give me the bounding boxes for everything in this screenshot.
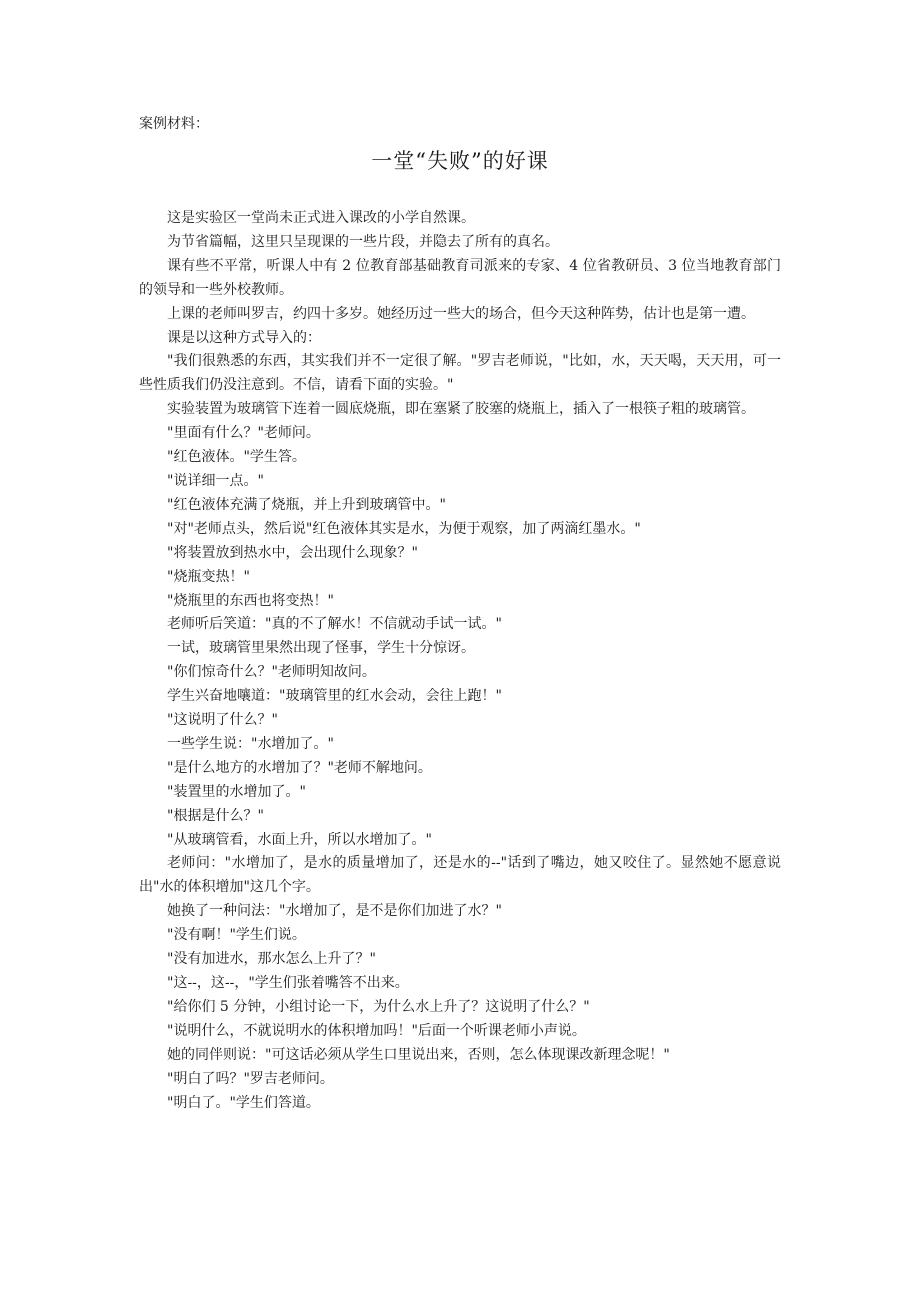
paragraph: "明白了。"学生们答道。 — [167, 1094, 320, 1111]
paragraph: "将装置放到热水中，会出现什么现象？" — [167, 544, 418, 561]
document-body — [139, 207, 781, 1115]
paragraph: "明白了吗？"罗吉老师问。 — [167, 1070, 334, 1087]
paragraph: "从玻璃管看，水面上升，所以水增加了。" — [167, 831, 432, 848]
paragraph: 上课的老师叫罗吉，约四十多岁。她经历过一些大的场合，但今天这种阵势，估计也是第一遭。 — [167, 305, 755, 322]
paragraph: "根据是什么？" — [167, 807, 264, 824]
paragraph: 她换了一种问法："水增加了，是不是你们加进了水？" — [167, 903, 502, 920]
paragraph: 课是以这种方式导入的： — [167, 329, 321, 346]
paragraph: "装置里的水增加了。" — [167, 783, 306, 800]
paragraph: 老师听后笑道："真的不了解水！不信就动手试一试。" — [167, 616, 502, 633]
paragraph: 老师问："水增加了，是水的质量增加了，还是水的--"话到了嘴边，她又咬住了。显然她不愿意说出"水的体积增加"这几个字。 — [139, 855, 781, 896]
paragraph: "红色液体充满了烧瓶，并上升到玻璃管中。" — [167, 496, 446, 513]
document-title: 一堂“失败”的好课 — [371, 149, 549, 173]
paragraph: "没有加进水，那水怎么上升了？" — [167, 951, 376, 968]
paragraph: "我们很熟悉的东西，其实我们并不一定很了解。"罗吉老师说，"比如，水，天天喝，天天用，可一些性质我们仍没注意到。不信，请看下面的实验。" — [139, 353, 781, 394]
paragraph: 一试，玻璃管里果然出现了怪事，学生十分惊讶。 — [167, 640, 475, 657]
paragraph: "是什么地方的水增加了？"老师不解地问。 — [167, 759, 432, 776]
paragraph: 课有些不平常，听课人中有 2 位教育部基础教育司派来的专家、4 位省教研员、3 位当地教育部门的领导和一些外校教师。 — [139, 257, 781, 298]
paragraph: "这--，这--，"学生们张着嘴答不出来。 — [167, 975, 409, 991]
paragraph: "没有啊！"学生们说。 — [167, 927, 306, 944]
paragraph: "对"老师点头，然后说"红色液体其实是水，为便于观察，加了两滴红墨水。" — [167, 520, 641, 537]
paragraph: 这是实验区一堂尚未正式进入课改的小学自然课。 — [167, 210, 475, 226]
paragraph: 为节省篇幅，这里只呈现课的一些片段，并隐去了所有的真名。 — [167, 233, 559, 250]
paragraph: 她的同伴则说："可这话必须从学生口里说出来，否则，怎么体现课改新理念呢！" — [167, 1046, 670, 1063]
paragraph: "你们惊奇什么？"老师明知故问。 — [167, 664, 376, 681]
paragraph: "说详细一点。" — [167, 472, 264, 489]
paragraph: "烧瓶里的东西也将变热！" — [167, 592, 334, 609]
paragraph: "里面有什么？"老师问。 — [167, 425, 320, 442]
paragraph: 学生兴奋地嚷道："玻璃管里的红水会动，会往上跑！" — [167, 688, 502, 705]
paragraph: "这说明了什么？" — [167, 712, 278, 729]
paragraph: "说明什么，不就说明水的体积增加吗！"后面一个听课老师小声说。 — [167, 1022, 586, 1039]
paragraph: "红色液体。"学生答。 — [167, 449, 306, 466]
case-material-label: 案例材料： — [139, 116, 209, 132]
paragraph: "烧瓶变热！" — [167, 568, 250, 585]
paragraph: 实验装置为玻璃管下连着一圆底烧瓶，即在塞紧了胶塞的烧瓶上，插入了一根筷子粗的玻璃管。 — [167, 401, 755, 418]
paragraph: "给你们 5 分钟，小组讨论一下，为什么水上升了？这说明了什么？" — [167, 998, 590, 1015]
paragraph: 一些学生说："水增加了。" — [167, 735, 334, 752]
